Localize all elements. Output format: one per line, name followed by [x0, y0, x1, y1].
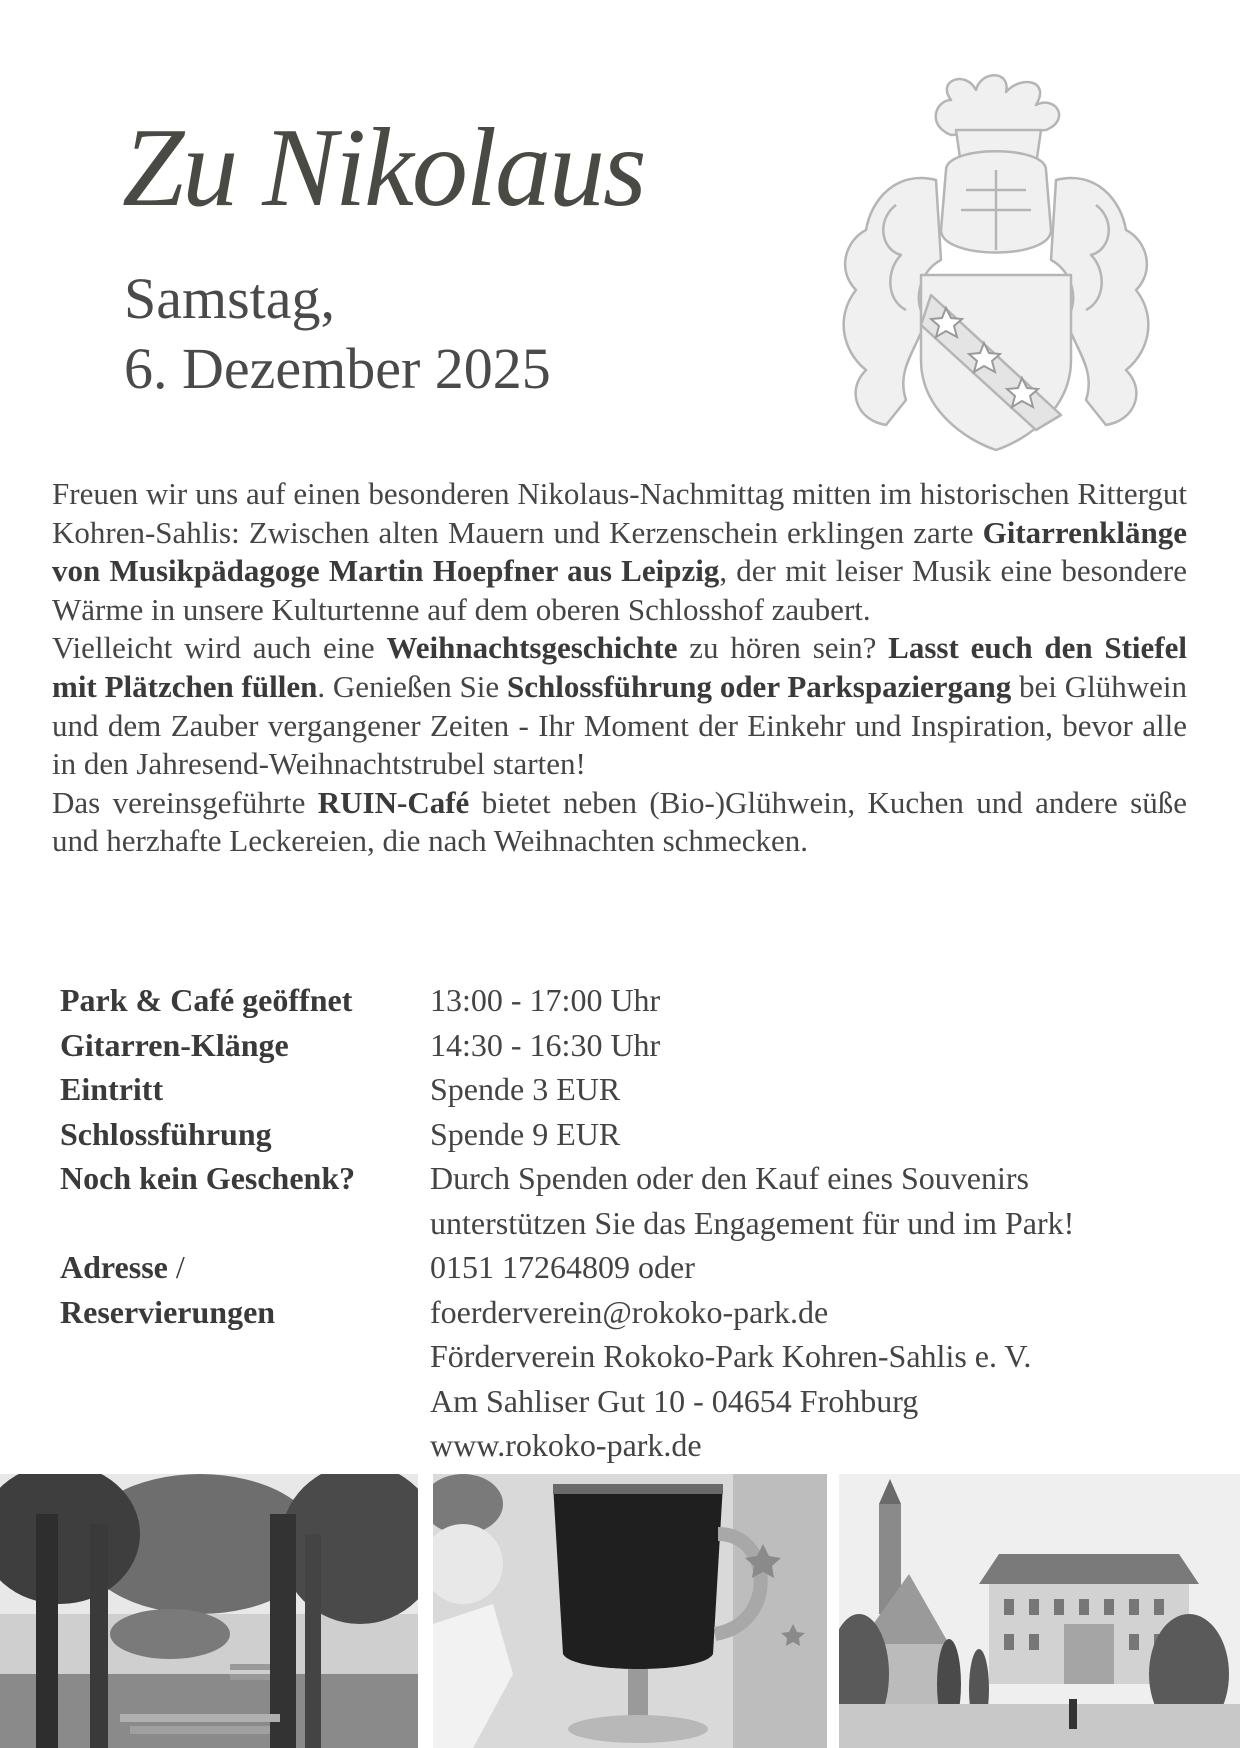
info-value: 14:30 - 16:30 Uhr	[430, 1026, 661, 1063]
info-label: Eintritt	[60, 1071, 164, 1107]
mulled-wine-glass-photo	[433, 1474, 827, 1748]
coat-of-arms-icon	[826, 70, 1166, 460]
contact-street: Am Sahliser Gut 10 - 04654 Frohburg	[430, 1382, 919, 1419]
event-info-table	[60, 978, 1190, 1468]
contact-email[interactable]: foerderverein@rokoko-park.de	[430, 1293, 829, 1330]
intro-paragraph-2: Vielleicht wird auch eine Weihnachtsgeschichte zu hören sein? Lasst euch den Stiefel mit Plätzchen füllen. Genießen Sie Schlossführung oder Parkspaziergang bei Glühwein und dem Zauber vergangener Zeiten - Ihr Moment der Einkehr und Inspiration, bevor alle in den Jahresend-Weihnachtstrubel starten!	[52, 630, 1188, 782]
info-row-tour	[60, 1112, 1190, 1157]
info-row-opening	[60, 978, 1190, 1023]
intro-paragraph-1: Freuen wir uns auf einen besonderen Nikolaus-Nachmittag mitten im historischen Rittergut Kohren-Sahlis: Zwischen alten Mauern und Kerzenschein erklingen zarte Gitarrenklänge von Musikpädagoge Martin Hoepfner aus Leipzig, der mit leiser Musik eine besondere Wärme in unsere Kulturtenne auf dem oberen Schlosshof zaubert.	[52, 476, 1187, 627]
intro-text	[52, 475, 1187, 861]
info-value: Spende 9 EUR	[430, 1115, 621, 1152]
info-row-admission	[60, 1067, 1190, 1112]
info-label: Gitarren-Klänge	[60, 1026, 289, 1063]
info-value	[430, 1245, 1190, 1468]
contact-phone[interactable]: 0151 17264809 oder	[430, 1249, 695, 1285]
park-avenue-photo	[0, 1474, 418, 1748]
info-row-address	[60, 1245, 1190, 1468]
photo-strip	[0, 1474, 1240, 1748]
page-title: Zu Nikolaus	[122, 106, 645, 230]
info-label: Park & Café geöffnet	[60, 982, 353, 1018]
manor-house-engraving-photo	[839, 1474, 1240, 1748]
info-label: Noch kein Geschenk?	[60, 1160, 356, 1196]
info-row-guitar	[60, 1023, 1190, 1068]
info-label: Adresse / Reservierungen	[60, 1249, 276, 1330]
event-date	[124, 264, 551, 404]
info-value: 13:00 - 17:00 Uhr	[430, 982, 661, 1018]
info-value: Durch Spenden oder den Kauf eines Souvenirs unterstützen Sie das Engagement für und im Park!	[430, 1160, 1075, 1241]
info-label: Schlossführung	[60, 1115, 272, 1152]
intro-paragraph-3: Das vereinsgeführte RUIN-Café bietet neben (Bio-)Glühwein, Kuchen und andere süße und herzhafte Leckereien, die nach Weihnachten schmecken.	[52, 784, 1187, 859]
contact-org: Förderverein Rokoko-Park Kohren-Sahlis e. V.	[430, 1338, 1032, 1374]
date-day: 6. Dezember 2025	[124, 336, 551, 401]
info-row-gift	[60, 1156, 1190, 1245]
info-value: Spende 3 EUR	[430, 1071, 621, 1107]
date-weekday: Samstag,	[124, 266, 336, 331]
contact-website[interactable]: www.rokoko-park.de	[430, 1427, 702, 1463]
